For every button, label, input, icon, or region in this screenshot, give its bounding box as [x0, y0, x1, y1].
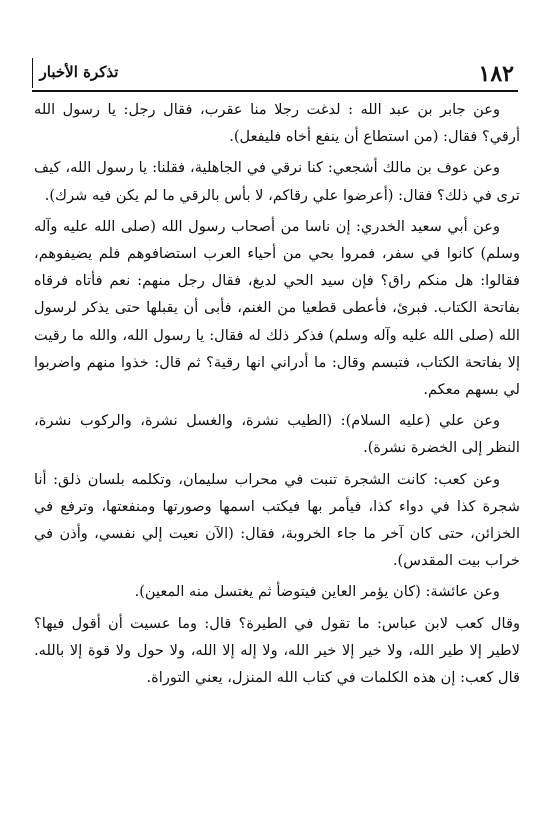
- paragraph-awf: وعن عوف بن مالك أشجعي: كنا نرقي في الجاهلية، فقلنا: يا رسول الله، كيف ترى في ذلك؟ فقال: (أعرضوا علي رقاكم، لا بأس بالرقي ما لم يكن فيه شرك).: [34, 159, 520, 204]
- running-title: تذكرة الأخبار: [32, 58, 125, 88]
- paragraph-ali: وعن علي (عليه السلام): (الطيب نشرة، والغسل نشرة، والركوب نشرة، النظر إلى الخضرة نشرة).: [34, 412, 520, 457]
- paragraph-aisha: وعن عائشة: (كان يؤمر العاين فيتوضأ ثم يغتسل منه المعين).: [134, 583, 500, 601]
- paragraph-ibn-abbas: وقال كعب لابن عباس: ما تقول في الطيرة؟ قال: وما عسيت أن أقول فيها؟ لاطير إلا طير الله، ولا خير إلا خير الله، ولا إله إلا الله، ولا حول ولا قوة إلا بالله. قال كعب: إن هذه الكلمات في كتاب الله المنزل، يعني التوراة.: [34, 614, 520, 687]
- header-rule: [32, 90, 518, 92]
- paragraph-kaab: وعن كعب: كانت الشجرة تنبت في محراب سليمان، وتكلمه بلسان ذلق: أنا شجرة كذا في دواء كذا، فيأمر بها فيكتب اسمها وصورتها ومنفعتها، وترفع في الخزائن، حتى كان آخر ما جاء الخروبة، فقال: (الآن نعيت إلي نفسي، وأذن في خراب بيت المقدس).: [34, 470, 520, 570]
- body-text: [34, 96, 520, 695]
- paragraph-jabir: وعن جابر بن عبد الله : لدغت رجلا منا عقرب، فقال رجل: يا رسول الله أرقي؟ فقال: (من استطاع أن ينفع أخاه فليفعل).: [34, 101, 520, 146]
- page-header: [32, 58, 518, 92]
- page-number: ١٨٢: [478, 61, 514, 87]
- paragraph-abu-said: وعن أبي سعيد الخدري: إن ناسا من أصحاب رسول الله (صلى الله عليه وآله وسلم) كانوا في سفر، فمروا بحي من أحياء العرب استضافوهم فلم يضيفوهم، فقالوا: هل منكم راق؟ فإن سيد الحي لديغ، فقال رجل منهم: نعم فأتاه فرقاه بفاتحة الكتاب. فبرئ، فأعطى قطعيا من الغنم، فأبى أن يقبلها حتى يذكر لرسول الله (صلى الله عليه وآله وسلم) فذكر ذلك له فقال: يا رسول الله، والله ما رقيت إلا بفاتحة الكتاب، فتبسم وقال: ما أدراني انها رقية؟ ثم قال: خذوا منهم واضربوا لي بسهم معكم.: [34, 217, 520, 399]
